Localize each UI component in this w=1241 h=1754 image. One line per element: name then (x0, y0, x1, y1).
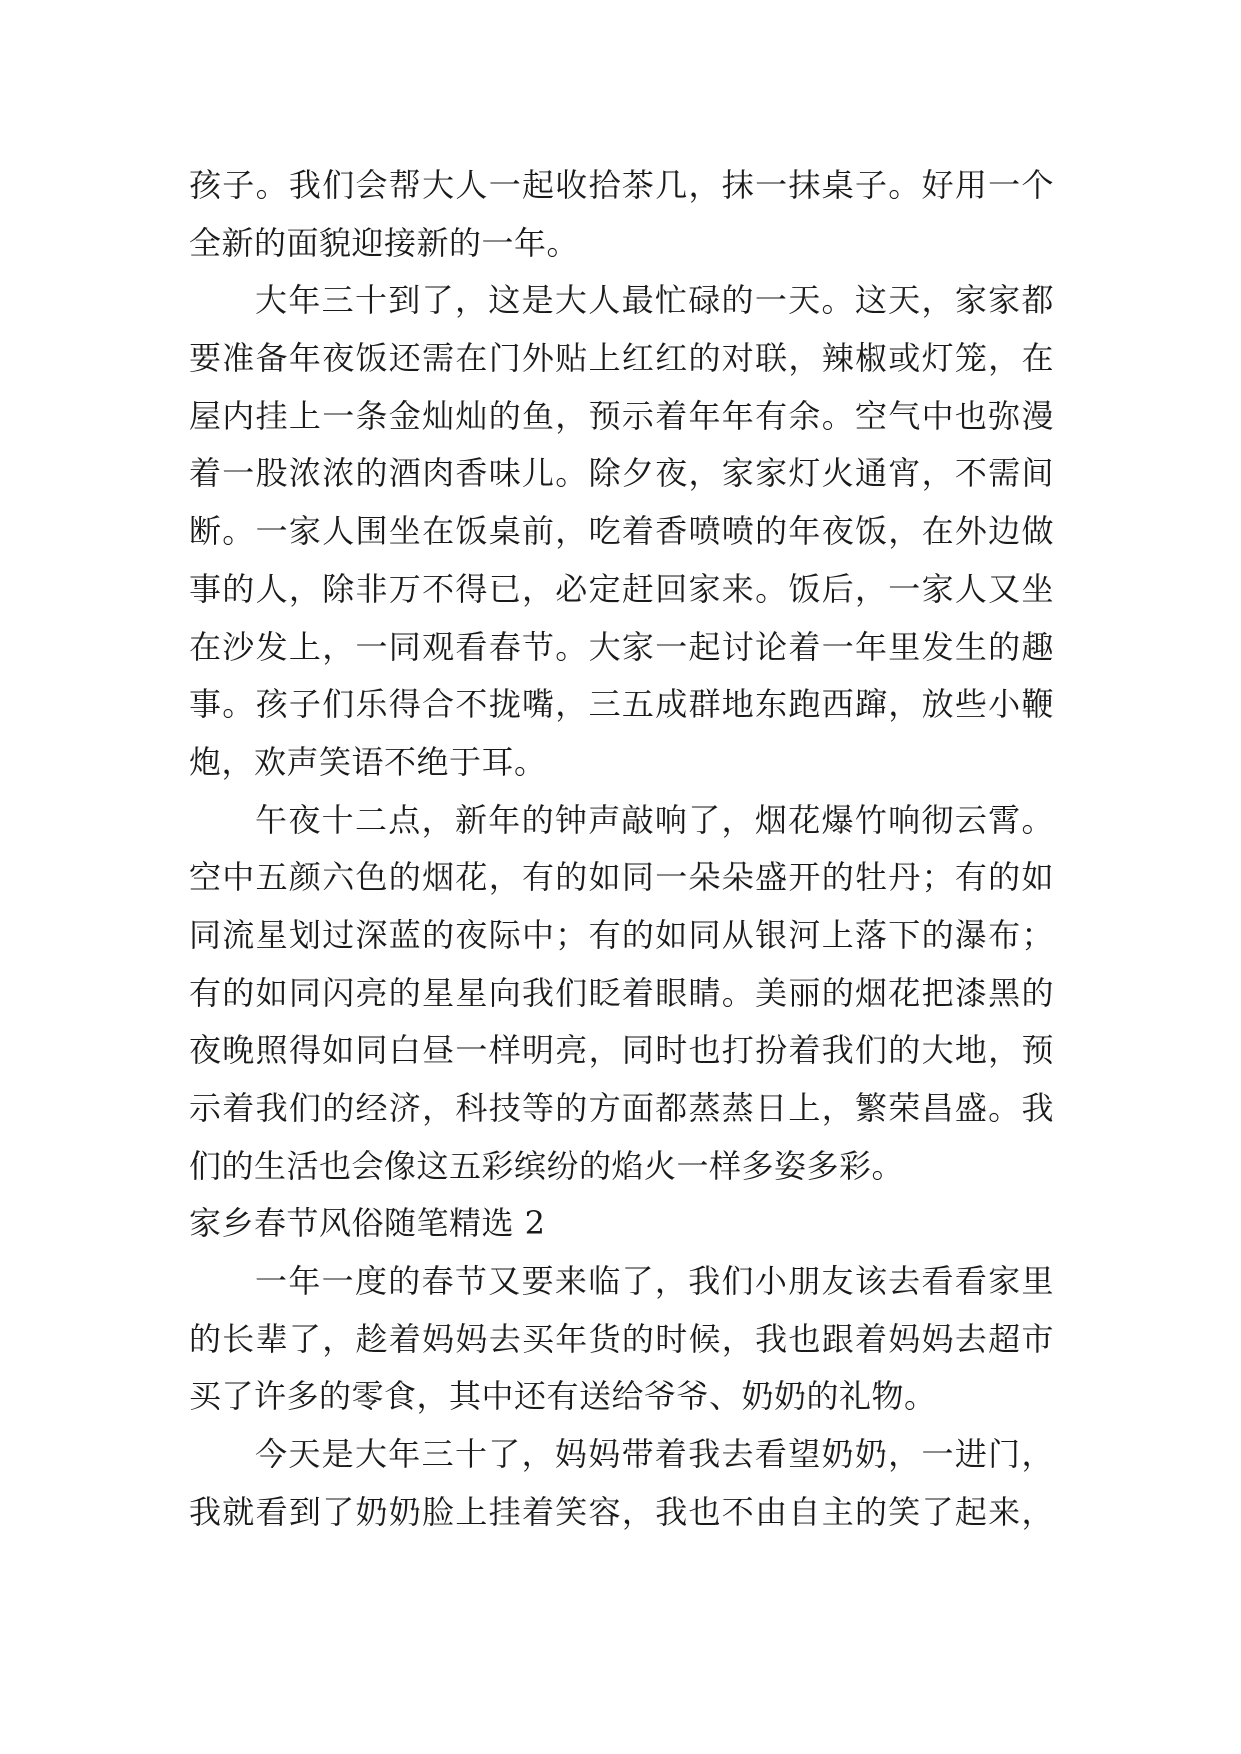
text-line: 在沙发上，一同观看春节。大家一起讨论着一年里发生的趣 (189, 627, 1054, 666)
section-heading: 家乡春节风俗随笔精选 2 (189, 1204, 546, 1243)
text-line: 空中五颜六色的烟花，有的如同一朵朵盛开的牡丹；有的如 (189, 858, 1054, 897)
paragraph (189, 1253, 1054, 1426)
paragraph (189, 272, 1054, 791)
text-line: 孩子。我们会帮大人一起收拾茶几，抹一抹桌子。好用一个 (189, 166, 1054, 204)
text-line: 夜晚照得如同白昼一样明亮，同时也打扮着我们的大地，预 (189, 1031, 1054, 1070)
text-line: 买了许多的零食，其中还有送给爷爷、奶奶的礼物。 (189, 1377, 937, 1416)
text-line: 今天是大年三十了，妈妈带着我去看望奶奶，一进门， (255, 1435, 1054, 1474)
text-line: 事的人，除非万不得已，必定赶回家来。饭后，一家人又坐 (189, 569, 1054, 608)
text-line: 同流星划过深蓝的夜际中；有的如同从银河上落下的瀑布； (189, 915, 1054, 954)
text-line: 炮，欢声笑语不绝于耳。 (189, 742, 547, 781)
text-line: 大年三十到了，这是大人最忙碌的一天。这天，家家都 (255, 281, 1054, 320)
paragraph (189, 157, 1054, 272)
text-line: 的长辈了，趁着妈妈去买年货的时候，我也跟着妈妈去超市 (189, 1319, 1054, 1358)
text-line: 午夜十二点，新年的钟声敲响了，烟花爆竹响彻云霄。 (255, 800, 1054, 839)
text-line: 要准备年夜饭还需在门外贴上红红的对联，辣椒或灯笼，在 (189, 339, 1054, 378)
text-line: 事。孩子们乐得合不拢嘴，三五成群地东跑西蹿，放些小鞭 (189, 685, 1054, 724)
paragraph (189, 792, 1054, 1196)
text-line: 着一股浓浓的酒肉香味儿。除夕夜，家家灯火通宵，不需间 (189, 454, 1054, 493)
text-line: 示着我们的经济，科技等的方面都蒸蒸日上，繁荣昌盛。我 (189, 1089, 1054, 1127)
text-line: 屋内挂上一条金灿灿的鱼，预示着年年有余。空气中也弥漫 (189, 396, 1054, 435)
body-text (189, 157, 1054, 1542)
text-line: 我就看到了奶奶脸上挂着笑容，我也不由自主的笑了起来， (189, 1492, 1054, 1531)
text-line: 全新的面貌迎接新的一年。 (189, 223, 580, 262)
paragraph (189, 1426, 1054, 1541)
text-line: 断。一家人围坐在饭桌前，吃着香喷喷的年夜饭，在外边做 (189, 512, 1054, 551)
text-line: 们的生活也会像这五彩缤纷的焰火一样多姿多彩。 (189, 1146, 905, 1185)
text-line: 有的如同闪亮的星星向我们眨着眼睛。美丽的烟花把漆黑的 (189, 973, 1054, 1012)
text-line: 一年一度的春节又要来临了，我们小朋友该去看看家里 (255, 1262, 1054, 1301)
